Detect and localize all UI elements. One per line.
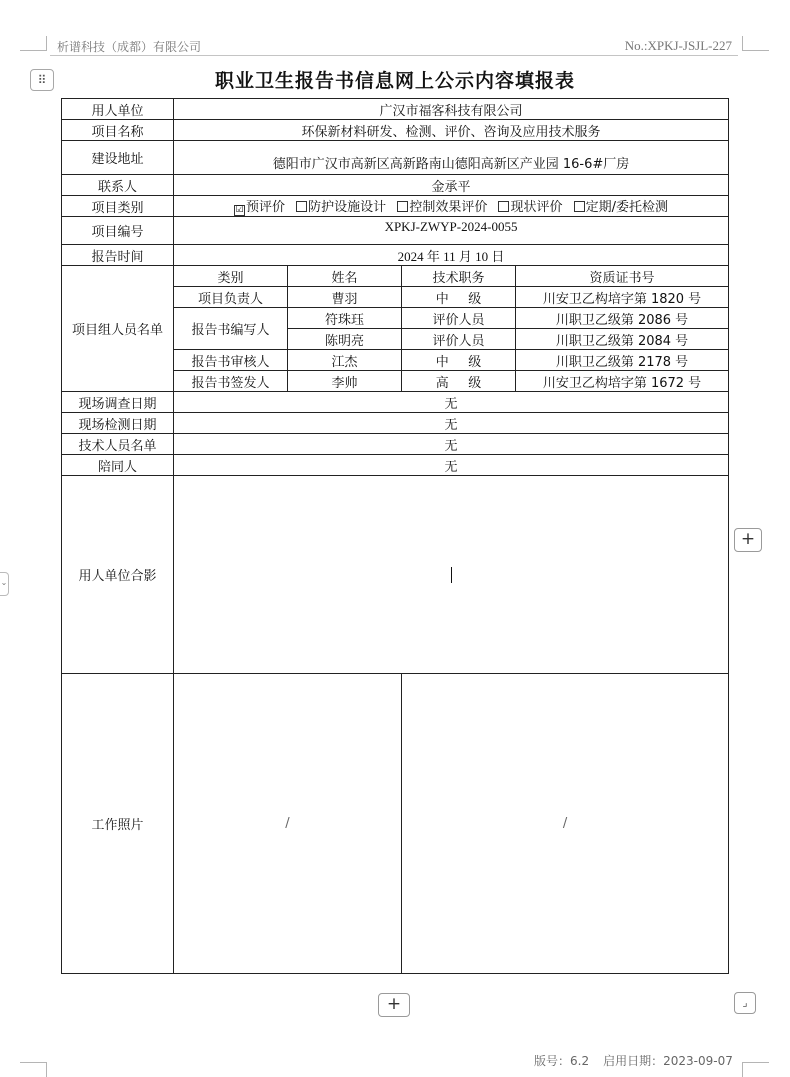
category-label: 项目类别 xyxy=(62,196,174,217)
category-checkbox-protection-design[interactable]: 防护设施设计 xyxy=(296,196,386,215)
category-checkbox-status-evaluation[interactable]: 现状评价 xyxy=(498,196,562,215)
team-header-name: 姓名 xyxy=(288,266,402,287)
group-photo-label: 用人单位合影 xyxy=(62,476,174,674)
header-doc-number: No.:XPKJ-JSJL-227 xyxy=(624,38,732,53)
footer-info xyxy=(534,1052,733,1069)
table-move-handle-icon[interactable]: ⠿ xyxy=(30,69,54,91)
tech-staff-value[interactable]: 无 xyxy=(174,434,729,455)
resize-handle-icon[interactable]: ⌟ xyxy=(734,992,756,1014)
work-photo-left[interactable]: / xyxy=(174,674,402,974)
row-project-number xyxy=(62,217,729,245)
crop-mark-bottom-right xyxy=(742,1062,769,1077)
project-number-label: 项目编号 xyxy=(62,217,174,245)
team-name[interactable]: 曹羽 xyxy=(288,287,402,308)
category-checkbox-periodic-testing[interactable]: 定期/委托检测 xyxy=(574,196,668,215)
team-name[interactable]: 符珠珏 xyxy=(288,308,402,329)
survey-date-value[interactable]: 无 xyxy=(174,392,729,413)
test-date-value[interactable]: 无 xyxy=(174,413,729,434)
row-employer xyxy=(62,99,729,120)
row-test-date xyxy=(62,413,729,434)
team-role[interactable]: 报告书编写人 xyxy=(174,308,288,350)
team-name[interactable]: 陈明亮 xyxy=(288,329,402,350)
category-checkbox-pre-evaluation[interactable]: ☑ 预评价 xyxy=(235,200,286,215)
project-name-value[interactable]: 环保新材料研发、检测、评价、咨询及应用技术服务 xyxy=(174,120,729,141)
team-role[interactable]: 报告书签发人 xyxy=(174,371,288,392)
team-title[interactable]: 评价人员 xyxy=(402,329,516,350)
add-column-button[interactable]: + xyxy=(734,528,762,552)
team-header-cert: 资质证书号 xyxy=(516,266,729,287)
team-header-role: 类别 xyxy=(174,266,288,287)
work-photo-right[interactable]: / xyxy=(402,674,729,974)
team-name[interactable]: 李帅 xyxy=(288,371,402,392)
row-address xyxy=(62,141,729,175)
companion-label: 陪同人 xyxy=(62,455,174,476)
address-label: 建设地址 xyxy=(62,141,174,175)
disclosure-form-table xyxy=(61,98,729,974)
checkbox-icon xyxy=(498,201,509,212)
row-work-photos xyxy=(62,674,729,974)
footer-version: 版号：6.2 xyxy=(534,1054,590,1068)
team-role[interactable]: 报告书审核人 xyxy=(174,350,288,371)
project-name-label: 项目名称 xyxy=(62,120,174,141)
checkbox-icon xyxy=(574,201,585,212)
contact-label: 联系人 xyxy=(62,175,174,196)
row-companion xyxy=(62,455,729,476)
group-photo-area[interactable] xyxy=(174,476,729,674)
employer-value[interactable]: 广汉市福客科技有限公司 xyxy=(174,99,729,120)
checkbox-icon xyxy=(397,201,408,212)
companion-value[interactable]: 无 xyxy=(174,455,729,476)
add-row-button[interactable]: + xyxy=(378,993,410,1017)
contact-value[interactable]: 金承平 xyxy=(174,175,729,196)
address-value[interactable]: 德阳市广汉市高新区高新路南山德阳高新区产业园 16-6#厂房 xyxy=(174,141,729,175)
employer-label: 用人单位 xyxy=(62,99,174,120)
row-project-name xyxy=(62,120,729,141)
project-number-value[interactable]: XPKJ-ZWYP-2024-0055 xyxy=(174,217,729,245)
team-label: 项目组人员名单 xyxy=(62,266,174,392)
row-report-date xyxy=(62,245,729,266)
checkbox-icon xyxy=(296,201,307,212)
work-photo-label: 工作照片 xyxy=(62,674,174,974)
team-role[interactable]: 项目负责人 xyxy=(174,287,288,308)
team-cert[interactable]: 川职卫乙级第 2086 号 xyxy=(516,308,729,329)
collapse-tab-icon[interactable]: ⌄ xyxy=(0,572,9,596)
test-date-label: 现场检测日期 xyxy=(62,413,174,434)
category-checkbox-control-effect[interactable]: 控制效果评价 xyxy=(397,196,487,215)
team-title[interactable]: 中 级 xyxy=(402,287,516,308)
checkbox-checked-icon: ☑ xyxy=(235,205,244,215)
team-cert[interactable]: 川安卫乙构培字第 1672 号 xyxy=(516,371,729,392)
report-date-value[interactable]: 2024 年 11 月 10 日 xyxy=(174,245,729,266)
team-header-row xyxy=(62,266,729,287)
row-category xyxy=(62,196,729,217)
crop-mark-top-left xyxy=(20,36,47,51)
team-header-title: 技术职务 xyxy=(402,266,516,287)
team-title[interactable]: 评价人员 xyxy=(402,308,516,329)
report-date-label: 报告时间 xyxy=(62,245,174,266)
row-contact xyxy=(62,175,729,196)
row-group-photo xyxy=(62,476,729,674)
text-cursor xyxy=(451,567,452,583)
survey-date-label: 现场调查日期 xyxy=(62,392,174,413)
row-tech-staff xyxy=(62,434,729,455)
team-cert[interactable]: 川职卫乙级第 2178 号 xyxy=(516,350,729,371)
crop-mark-top-right xyxy=(742,36,769,51)
header-rule xyxy=(50,55,738,56)
team-cert[interactable]: 川职卫乙级第 2084 号 xyxy=(516,329,729,350)
crop-mark-bottom-left xyxy=(20,1062,47,1077)
team-name[interactable]: 江杰 xyxy=(288,350,402,371)
footer-effective-date: 启用日期：2023-09-07 xyxy=(603,1054,733,1068)
header-company: 析谱科技（成都）有限公司 xyxy=(57,40,202,54)
row-survey-date xyxy=(62,392,729,413)
team-cert[interactable]: 川安卫乙构培字第 1820 号 xyxy=(516,287,729,308)
tech-staff-label: 技术人员名单 xyxy=(62,434,174,455)
team-title[interactable]: 高 级 xyxy=(402,371,516,392)
category-options xyxy=(174,196,729,217)
team-title[interactable]: 中 级 xyxy=(402,350,516,371)
document-title: 职业卫生报告书信息网上公示内容填报表 xyxy=(214,70,575,92)
